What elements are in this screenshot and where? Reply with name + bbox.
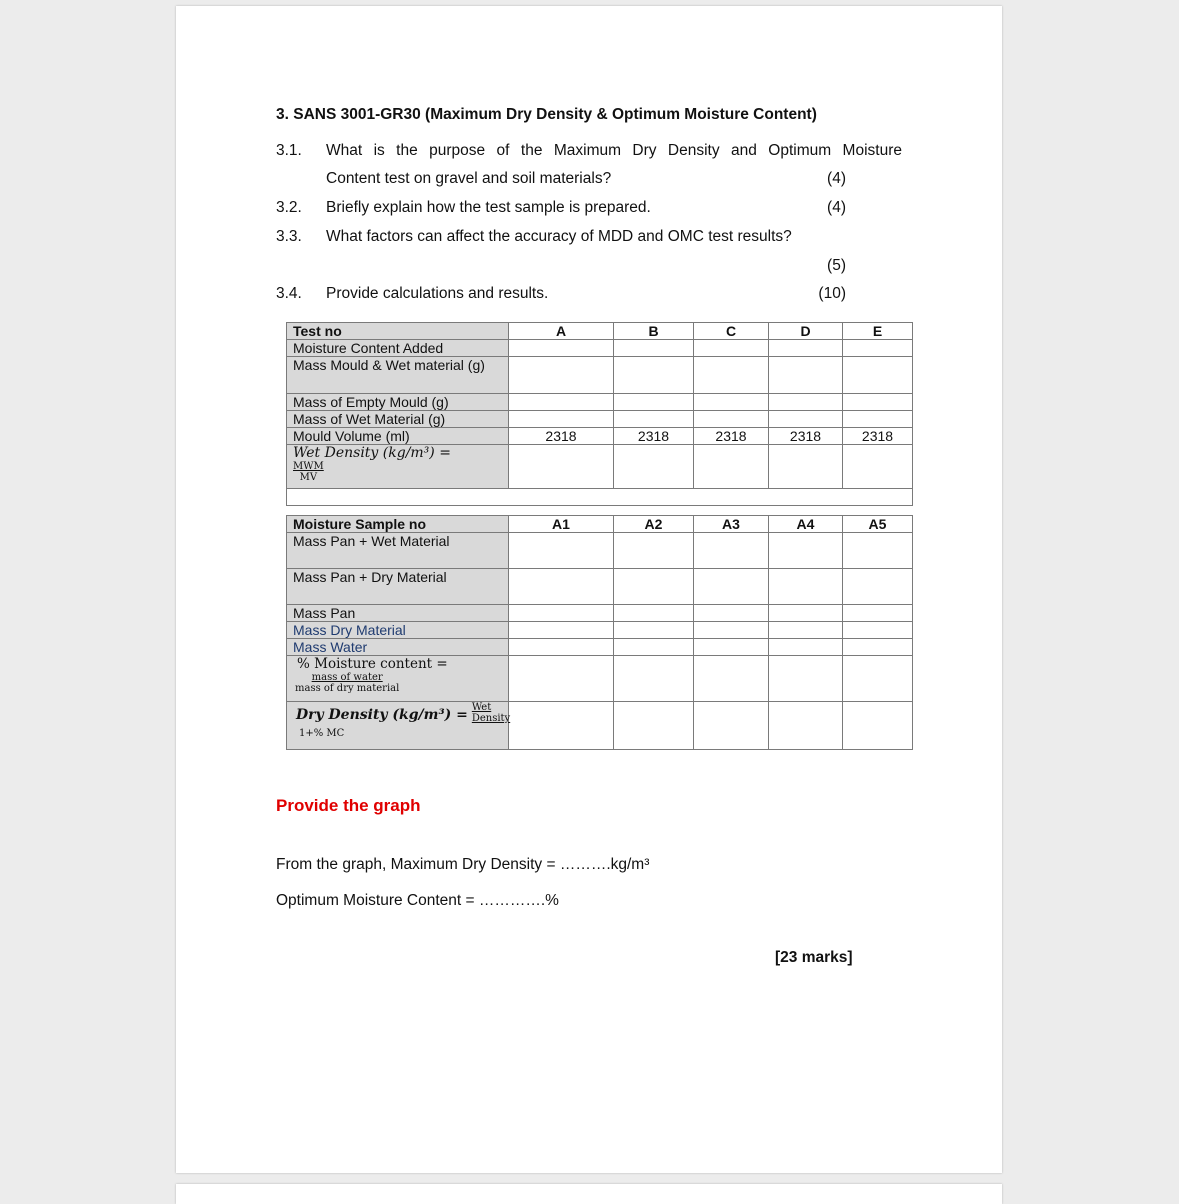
question-text: Provide calculations and results. <box>326 285 549 302</box>
dry-density-formula <box>287 702 509 750</box>
header-label: Moisture Sample no <box>287 516 509 533</box>
spacer-row <box>287 489 913 506</box>
table-cell: 2318 <box>843 428 913 445</box>
fraction-denominator: MV <box>299 472 318 483</box>
table-row <box>287 622 913 639</box>
column-header: D <box>769 323 843 340</box>
graph-prompt: Provide the graph <box>276 796 421 815</box>
question-text: Content test on gravel and soil materials? <box>326 170 612 187</box>
moisture-content-formula <box>287 656 509 702</box>
row-label: % Moisture content = <box>297 656 448 672</box>
column-header: A <box>509 323 614 340</box>
question-number: 3.3. <box>276 228 302 245</box>
mdd-line: From the graph, Maximum Dry Density = ……….kg/m³ <box>276 856 650 873</box>
document-page <box>176 6 1002 1173</box>
table-row <box>287 340 913 357</box>
column-header: E <box>843 323 913 340</box>
column-header: B <box>614 323 694 340</box>
fraction-numerator: Wet Density <box>471 702 511 724</box>
table-header-row <box>287 516 913 533</box>
wet-density-formula <box>287 445 509 489</box>
question-marks: (10) <box>818 285 846 302</box>
fraction-numerator: mass of water <box>311 672 383 683</box>
row-label: Dry Density (kg/m³) = <box>296 707 468 723</box>
question-text: What factors can affect the accuracy of MDD and OMC test results? <box>326 228 792 245</box>
column-header: A5 <box>843 516 913 533</box>
question-text: What is the purpose of the Maximum Dry Density and Optimum Moisture <box>326 142 902 159</box>
question-marks: (4) <box>827 170 846 187</box>
row-label: Mass Pan <box>287 605 509 622</box>
table-row <box>287 394 913 411</box>
table-row <box>287 445 913 489</box>
table-cell: 2318 <box>694 428 769 445</box>
row-label: Mould Volume (ml) <box>287 428 509 445</box>
omc-line: Optimum Moisture Content = ………….% <box>276 892 559 909</box>
table-cell: 2318 <box>614 428 694 445</box>
table-row <box>287 569 913 605</box>
row-label: Mass of Empty Mould (g) <box>287 394 509 411</box>
table-cell: 2318 <box>769 428 843 445</box>
row-label: Mass Dry Material <box>287 622 509 639</box>
section-heading: 3. SANS 3001-GR30 (Maximum Dry Density & Optimum Moisture Content) <box>276 106 817 123</box>
question-marks: (5) <box>827 257 846 274</box>
row-label: Wet Density (kg/m³) = <box>293 445 451 461</box>
question-number: 3.4. <box>276 285 302 302</box>
table-row <box>287 702 913 750</box>
row-label: Mass Mould & Wet material (g) <box>287 357 509 394</box>
compaction-table <box>286 322 913 506</box>
table-row <box>287 411 913 428</box>
column-header: A4 <box>769 516 843 533</box>
column-header: C <box>694 323 769 340</box>
table-row <box>287 605 913 622</box>
row-label: Mass of Wet Material (g) <box>287 411 509 428</box>
formula-fraction <box>293 461 324 483</box>
question-number: 3.2. <box>276 199 302 216</box>
question-number: 3.1. <box>276 142 302 159</box>
next-page-edge <box>176 1184 1002 1204</box>
table-header-row <box>287 323 913 340</box>
row-label: Moisture Content Added <box>287 340 509 357</box>
table-row <box>287 656 913 702</box>
table-cell: 2318 <box>509 428 614 445</box>
total-marks: [23 marks] <box>775 949 853 966</box>
column-header: A3 <box>694 516 769 533</box>
fraction-denominator: 1+% MC <box>299 728 345 739</box>
formula-fraction <box>293 672 399 694</box>
column-header: A2 <box>614 516 694 533</box>
question-text: Briefly explain how the test sample is prepared. <box>326 199 651 216</box>
table-row <box>287 428 913 445</box>
row-label: Mass Pan + Dry Material <box>287 569 509 605</box>
question-marks: (4) <box>827 199 846 216</box>
row-label: Mass Water <box>287 639 509 656</box>
table-row <box>287 533 913 569</box>
column-header: A1 <box>509 516 614 533</box>
table-row <box>287 357 913 394</box>
fraction-denominator: mass of dry material <box>295 683 400 694</box>
header-label: Test no <box>287 323 509 340</box>
fraction-numerator: MWM <box>293 461 324 472</box>
table-row <box>287 639 913 656</box>
moisture-table <box>286 515 913 750</box>
row-label: Mass Pan + Wet Material <box>287 533 509 569</box>
